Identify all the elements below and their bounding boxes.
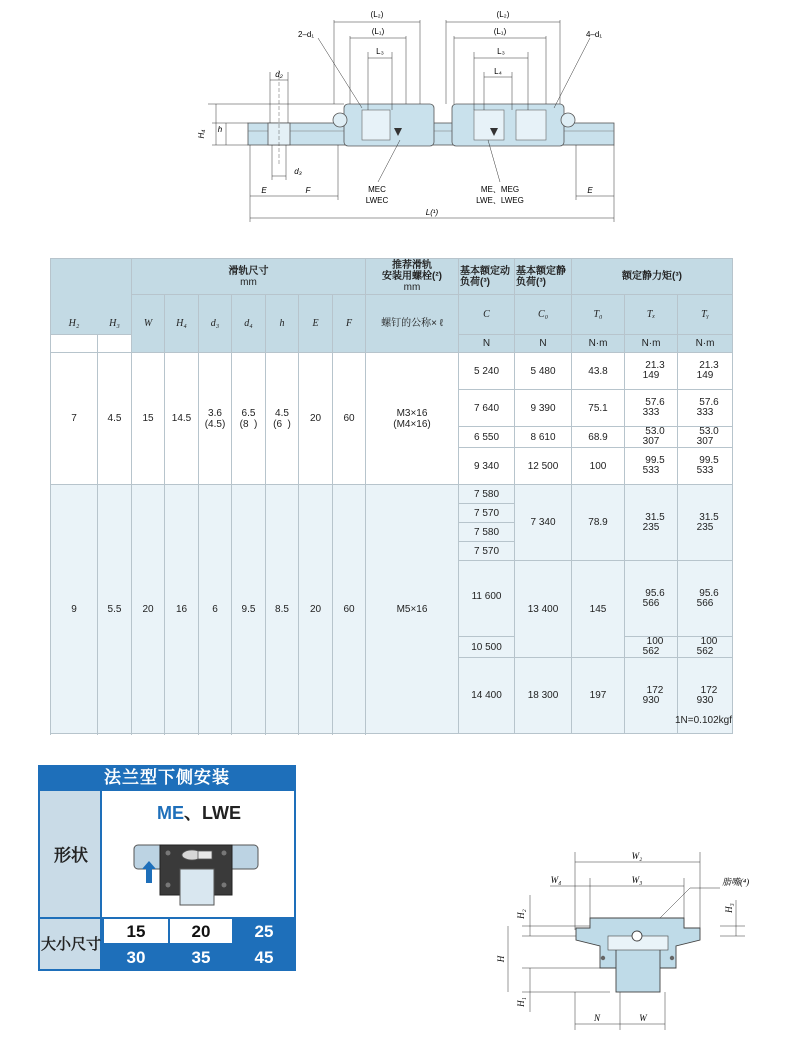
cell-C: 6 550 xyxy=(459,427,515,448)
header-Ty: Tᵧ xyxy=(678,295,733,335)
cell-H2: 9 xyxy=(51,485,98,734)
cell-H4: 14.5 xyxy=(165,353,199,485)
header-d3: d₃ xyxy=(199,295,232,353)
shape-label-cell xyxy=(40,791,102,917)
cell-T0: 78.9 xyxy=(572,485,625,561)
ty-top: 172 xyxy=(700,684,718,696)
cell-H3: 4.5 xyxy=(98,353,132,485)
callout-lwec: LWEC xyxy=(365,196,389,205)
cell-Tx xyxy=(625,427,678,448)
cell-F: 60 xyxy=(333,485,366,734)
model-rest: 、LWE xyxy=(184,803,241,823)
header-moment xyxy=(572,259,733,295)
ty-top: 57.6 xyxy=(699,397,719,408)
ty-top: 31.5 xyxy=(699,511,719,523)
cell-Tx xyxy=(625,485,678,561)
tx-bot: 149 xyxy=(642,370,660,381)
tx-top: 100 xyxy=(646,636,664,647)
label-W: W xyxy=(639,1013,647,1023)
cell-T0: 197 xyxy=(572,658,625,734)
tx-bot: 566 xyxy=(642,597,660,609)
label-grease-nipple: 脂嘴(⁴) xyxy=(722,877,750,887)
cell-T0: 100 xyxy=(572,448,625,485)
size-30: 30 xyxy=(102,943,168,969)
cell-W: 20 xyxy=(132,485,165,734)
header-T0: T₀ xyxy=(572,295,625,335)
header-bolt-size: 螺钉的公称× ℓ xyxy=(366,295,459,353)
ty-bot: 307 xyxy=(696,436,714,447)
cell-C: 10 500 xyxy=(459,637,515,658)
install-type-box xyxy=(38,765,296,971)
table-row xyxy=(51,353,733,390)
cell-C: 7 580 xyxy=(459,485,515,504)
header-E: E xyxy=(299,295,333,353)
cell-H4: 16 xyxy=(165,485,199,734)
header-bolt-unit: mm xyxy=(403,282,421,293)
cell-C0: 12 500 xyxy=(515,448,572,485)
dim-E-right: E xyxy=(587,186,593,195)
tx-top: 21.3 xyxy=(645,360,665,371)
ty-top: 53.0 xyxy=(699,426,719,437)
table-row xyxy=(51,485,733,504)
header-static-line2: 负荷(³) xyxy=(516,276,547,288)
cell-F: 60 xyxy=(333,353,366,485)
spec-table xyxy=(50,258,733,734)
header-rail-dims-unit: mm xyxy=(240,276,257,288)
tx-top: 172 xyxy=(646,684,664,696)
cell-h: 4.5 (6 ) xyxy=(266,353,299,485)
cell-C0: 8 610 xyxy=(515,427,572,448)
unit-T0: N·m xyxy=(572,335,625,353)
tx-bot: 235 xyxy=(642,521,660,533)
tx-top: 53.0 xyxy=(645,426,665,437)
cell-d3: 3.6 (4.5) xyxy=(199,353,232,485)
unit-C: N xyxy=(459,335,515,353)
header-bolt-line2: 安装用螺栓(²) xyxy=(382,271,443,282)
header-rail-dims-title: 滑轨尺寸 xyxy=(228,265,269,277)
ty-bot: 333 xyxy=(696,407,714,418)
cell-C: 14 400 xyxy=(459,658,515,734)
size-25: 25 xyxy=(232,917,294,943)
header-H4: H₄ xyxy=(165,295,199,353)
header-C0: C₀ xyxy=(515,295,572,335)
unit-note: 1N=0.102kgf xyxy=(675,715,732,726)
bolt-dot xyxy=(670,956,674,960)
cell-H3: 5.5 xyxy=(98,485,132,734)
cell-Tx xyxy=(625,448,678,485)
top-assembly-drawing xyxy=(190,0,620,230)
cell-C0: 9 390 xyxy=(515,390,572,427)
cell-Ty xyxy=(678,637,733,658)
header-Tx: Tₓ xyxy=(625,295,678,335)
tx-top: 57.6 xyxy=(645,397,665,408)
dim-L1-right: (L₁) xyxy=(493,27,507,36)
cell-T0: 43.8 xyxy=(572,353,625,390)
cell-C: 11 600 xyxy=(459,561,515,637)
ty-bot: 149 xyxy=(696,370,714,381)
callout-mec: MEC xyxy=(368,185,386,194)
header-H2: H₂ xyxy=(51,315,98,333)
label-H: H xyxy=(496,955,506,963)
size-label-cell xyxy=(40,917,102,969)
dim-F: F xyxy=(305,186,311,195)
tx-bot: 307 xyxy=(642,436,660,447)
cell-T0: 145 xyxy=(572,561,625,658)
shape-label: 形状 xyxy=(54,846,88,865)
dim-h: h xyxy=(217,125,223,134)
header-static-line1: 基本额定静 xyxy=(516,265,567,277)
right-slider-block xyxy=(452,104,564,146)
right-block-inner xyxy=(474,110,504,140)
install-grid xyxy=(38,791,296,971)
dim-d3: d₃ xyxy=(294,167,302,176)
size-15: 15 xyxy=(102,917,168,943)
dim-L1-left: (L₁) xyxy=(371,27,385,36)
header-dynamic-line1: 基本额定动 xyxy=(460,265,511,277)
ty-bot: 235 xyxy=(696,521,714,533)
size-20: 20 xyxy=(168,917,232,943)
flange-shape-icon xyxy=(132,839,262,914)
dim-L2-right: (L₂) xyxy=(496,10,510,19)
dim-L-total: L(¹) xyxy=(425,208,439,217)
ty-bot: 930 xyxy=(696,694,714,706)
cell-C: 9 340 xyxy=(459,448,515,485)
header-dynamic-load xyxy=(459,259,515,295)
label-W4: W₄ xyxy=(550,875,562,885)
header-W: W xyxy=(132,295,165,353)
install-title: 法兰型下侧安装 xyxy=(38,765,296,791)
dim-L3-right: L₃ xyxy=(497,47,505,56)
header-C: C xyxy=(459,295,515,335)
unit-Tx: N·m xyxy=(625,335,678,353)
ty-top: 95.6 xyxy=(699,587,719,599)
header-bolt-line1: 推荐滑轨 xyxy=(392,260,433,271)
dim-H4: H₄ xyxy=(197,129,206,139)
callout-me-meg: ME、MEG xyxy=(480,185,520,194)
size-label: 大小尺寸 xyxy=(40,936,101,953)
tx-bot: 533 xyxy=(642,465,660,476)
cell-C: 7 640 xyxy=(459,390,515,427)
header-moment-title: 额定静力矩(³) xyxy=(622,271,683,282)
cell-C0: 7 340 xyxy=(515,485,572,561)
tx-bot: 333 xyxy=(642,407,660,418)
label-four-d1: 4–d₁ xyxy=(585,30,603,39)
callout-lwe-lweg: LWE、LWEG xyxy=(476,196,524,205)
right-block-inner-2 xyxy=(516,110,546,140)
cell-C: 7 570 xyxy=(459,542,515,561)
header-static-load xyxy=(515,259,572,295)
cell-H2: 7 xyxy=(51,353,98,485)
size-35: 35 xyxy=(168,943,232,969)
dim-d2: d₂ xyxy=(275,70,283,79)
cell-d4: 6.5 (8 ) xyxy=(232,353,266,485)
cell-T0: 75.1 xyxy=(572,390,625,427)
label-H1: H₁ xyxy=(516,997,526,1007)
label-H3: H₃ xyxy=(724,903,734,913)
cell-Ty xyxy=(678,390,733,427)
size-45: 45 xyxy=(232,943,294,969)
dim-L3-left: L₃ xyxy=(376,47,384,56)
section-drawing xyxy=(496,840,765,1040)
cell-d4: 9.5 xyxy=(232,485,266,734)
cell-Ty xyxy=(678,485,733,561)
tx-bot: 562 xyxy=(642,646,660,657)
ty-top: 21.3 xyxy=(699,360,719,371)
cell-d3: 6 xyxy=(199,485,232,734)
cell-Ty xyxy=(678,561,733,637)
ty-bot: 566 xyxy=(696,597,714,609)
label-two-d1: 2–d₁ xyxy=(297,30,315,39)
cell-C: 7 570 xyxy=(459,504,515,523)
tx-top: 95.6 xyxy=(645,587,665,599)
cell-C0: 13 400 xyxy=(515,561,572,658)
cell-E: 20 xyxy=(299,485,333,734)
header-bolt xyxy=(366,259,459,295)
cell-Tx xyxy=(625,637,678,658)
cell-W: 15 xyxy=(132,353,165,485)
label-N: N xyxy=(593,1013,601,1023)
tx-top: 31.5 xyxy=(645,511,665,523)
cell-Ty xyxy=(678,427,733,448)
label-H2: H₂ xyxy=(516,909,526,919)
left-block-inner xyxy=(362,110,390,140)
label-W2: W₂ xyxy=(631,851,643,861)
unit-Ty: N·m xyxy=(678,335,733,353)
bolt-dot xyxy=(601,956,605,960)
cell-Ty xyxy=(678,353,733,390)
label-W3: W₃ xyxy=(631,875,643,885)
ty-bot: 562 xyxy=(696,646,714,657)
right-grease-nipple xyxy=(561,113,575,127)
header-h: h xyxy=(266,295,299,353)
ty-top: 99.5 xyxy=(699,455,719,466)
cell-h: 8.5 xyxy=(266,485,299,734)
model-me: ME xyxy=(157,803,184,823)
header-H3: H₃ xyxy=(98,315,132,333)
header-dynamic-line2: 负荷(³) xyxy=(460,276,491,288)
cell-C: 7 580 xyxy=(459,523,515,542)
tx-top: 99.5 xyxy=(645,455,665,466)
section-drawing-svg xyxy=(496,840,765,1040)
header-d4: d₄ xyxy=(232,295,266,353)
header-F: F xyxy=(333,295,366,353)
cell-T0: 68.9 xyxy=(572,427,625,448)
cell-Tx xyxy=(625,353,678,390)
ty-bot: 533 xyxy=(696,465,714,476)
header-rail-dims xyxy=(132,259,366,295)
tx-bot: 930 xyxy=(642,694,660,706)
dim-L2-left: (L₂) xyxy=(370,10,384,19)
cell-bolt: M5×16 xyxy=(366,485,459,734)
cell-C0: 5 480 xyxy=(515,353,572,390)
rail-section xyxy=(616,944,660,992)
left-grease-nipple xyxy=(333,113,347,127)
flange-shape-svg xyxy=(132,839,262,909)
ty-top: 100 xyxy=(700,636,718,647)
top-drawing-svg xyxy=(190,0,620,230)
unit-C0: N xyxy=(515,335,572,353)
cell-bolt: M3×16 (M4×16) xyxy=(366,353,459,485)
cell-C0: 18 300 xyxy=(515,658,572,734)
grease-hole xyxy=(632,931,642,941)
models-label xyxy=(104,799,294,825)
cell-C: 5 240 xyxy=(459,353,515,390)
cell-Tx xyxy=(625,561,678,637)
dim-L4-right: L₄ xyxy=(494,67,502,76)
dim-E-left: E xyxy=(261,186,267,195)
cell-Ty xyxy=(678,448,733,485)
cell-E: 20 xyxy=(299,353,333,485)
cell-Tx xyxy=(625,390,678,427)
